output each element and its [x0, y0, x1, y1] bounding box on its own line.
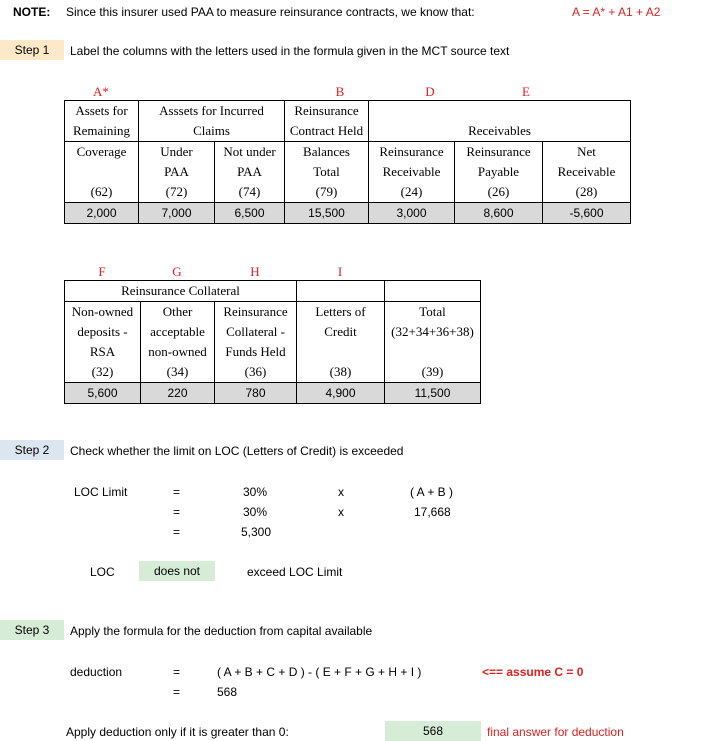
- header-cell: Reinsurance: [285, 101, 369, 122]
- header-cell: Total: [285, 162, 369, 182]
- header-cell: Credit: [297, 322, 385, 342]
- value-cell: 3,000: [369, 203, 455, 224]
- header-cell: Payable: [455, 162, 543, 182]
- header-cell: Reinsurance: [369, 142, 455, 163]
- header-cell: Coverage: [65, 142, 139, 163]
- equals-sign: =: [173, 685, 181, 699]
- assume-note: <== assume C = 0: [482, 665, 584, 679]
- times-sign: x: [338, 485, 344, 499]
- equals-sign: =: [173, 525, 181, 539]
- header-cell: [385, 281, 481, 302]
- header-cell: Not under: [215, 142, 285, 163]
- final-answer-text: final answer for deduction: [487, 725, 624, 739]
- header-cell: Reinsurance: [215, 302, 297, 323]
- equals-sign: =: [173, 485, 181, 499]
- step1-text: Label the columns with the letters used in the formula given in the MCT source text: [70, 44, 510, 58]
- equals-sign: =: [173, 505, 181, 519]
- step1-badge: Step 1: [0, 40, 64, 60]
- letter-a-star: A*: [93, 84, 109, 99]
- header-group-cell: Claims: [139, 121, 285, 142]
- header-cell: [385, 342, 481, 362]
- letter-h: H: [250, 264, 260, 279]
- note-label: NOTE:: [13, 5, 51, 19]
- header-cell: Non-owned: [65, 302, 141, 323]
- loc-pct-1: 30%: [243, 485, 268, 499]
- value-cell: 2,000: [65, 203, 139, 224]
- code-cell: (79): [285, 182, 369, 203]
- header-cell: Reinsurance: [455, 142, 543, 163]
- letter-i: I: [337, 264, 343, 279]
- header-cell: Letters of: [297, 302, 385, 323]
- header-cell: Funds Held: [215, 342, 297, 362]
- value-cell: 5,600: [65, 383, 141, 404]
- reinsurance-collateral-table: [64, 280, 481, 404]
- ab-value: 17,668: [414, 505, 451, 519]
- letter-e: E: [522, 84, 530, 99]
- header-cell: Under: [139, 142, 215, 163]
- header-cell: PAA: [215, 162, 285, 182]
- ab-label: ( A + B ): [410, 485, 454, 499]
- code-cell: (24): [369, 182, 455, 203]
- header-group-cell: Receivables: [369, 121, 631, 142]
- header-cell: [297, 342, 385, 362]
- header-cell: Total: [385, 302, 481, 323]
- header-cell: deposits -: [65, 322, 141, 342]
- value-cell: -5,600: [543, 203, 631, 224]
- reinsurance-assets-table: [64, 100, 631, 224]
- loc-limit-label: LOC Limit: [74, 485, 128, 499]
- letter-g: G: [172, 264, 182, 279]
- equals-sign: =: [173, 665, 181, 679]
- deduction-formula: ( A + B + C + D ) - ( E + F + G + H + I ): [217, 665, 422, 679]
- step2-badge: Step 2: [0, 440, 64, 460]
- letter-b: B: [335, 84, 345, 99]
- loc-pct-2: 30%: [243, 505, 268, 519]
- loc-limit-result: 5,300: [241, 525, 272, 539]
- header-cell: Balances: [285, 142, 369, 163]
- letter-d: D: [425, 84, 435, 99]
- value-cell: 15,500: [285, 203, 369, 224]
- note-text: Since this insurer used PAA to measure reinsurance contracts, we know that:: [66, 5, 475, 19]
- letter-f: F: [98, 264, 106, 279]
- code-cell: (39): [385, 362, 481, 383]
- code-cell: (32): [65, 362, 141, 383]
- code-cell: (72): [139, 182, 215, 203]
- header-cell: [297, 281, 385, 302]
- header-cell: [65, 162, 139, 182]
- step3-text: Apply the formula for the deduction from capital available: [70, 624, 373, 638]
- deduction-label: deduction: [70, 665, 123, 679]
- header-group-cell: Asssets for Incurred: [139, 101, 285, 122]
- header-cell: PAA: [139, 162, 215, 182]
- value-cell: 8,600: [455, 203, 543, 224]
- value-cell: 220: [141, 383, 215, 404]
- header-cell: non-owned: [141, 342, 215, 362]
- code-cell: (74): [215, 182, 285, 203]
- header-cell: Collateral -: [215, 322, 297, 342]
- header-cell: Contract Held: [285, 121, 369, 142]
- note-formula: A = A* + A1 + A2: [572, 5, 661, 19]
- header-cell: RSA: [65, 342, 141, 362]
- code-cell: (36): [215, 362, 297, 383]
- final-answer-badge: 568: [385, 721, 481, 741]
- value-cell: 6,500: [215, 203, 285, 224]
- header-cell: Assets for: [65, 101, 139, 122]
- header-cell: (32+34+36+38): [385, 322, 481, 342]
- header-cell: [369, 101, 631, 122]
- value-cell: 7,000: [139, 203, 215, 224]
- value-cell: 780: [215, 383, 297, 404]
- header-cell: acceptable: [141, 322, 215, 342]
- deduction-result: 568: [217, 685, 238, 699]
- code-cell: (62): [65, 182, 139, 203]
- header-group-cell: Reinsurance Collateral: [65, 281, 297, 302]
- step3-badge: Step 3: [0, 620, 64, 640]
- value-cell: 11,500: [385, 383, 481, 404]
- times-sign: x: [338, 505, 344, 519]
- exceed-text: exceed LOC Limit: [247, 565, 343, 579]
- code-cell: (26): [455, 182, 543, 203]
- header-cell: Net: [543, 142, 631, 163]
- apply-text: Apply deduction only if it is greater than 0:: [66, 725, 289, 739]
- header-cell: Receivable: [369, 162, 455, 182]
- header-cell: Receivable: [543, 162, 631, 182]
- code-cell: (38): [297, 362, 385, 383]
- loc-label: LOC: [90, 565, 115, 579]
- code-cell: (28): [543, 182, 631, 203]
- header-cell: Remaining: [65, 121, 139, 142]
- step2-text: Check whether the limit on LOC (Letters of Credit) is exceeded: [70, 444, 404, 458]
- value-cell: 4,900: [297, 383, 385, 404]
- header-cell: Other: [141, 302, 215, 323]
- does-not-badge: does not: [139, 561, 215, 581]
- code-cell: (34): [141, 362, 215, 383]
